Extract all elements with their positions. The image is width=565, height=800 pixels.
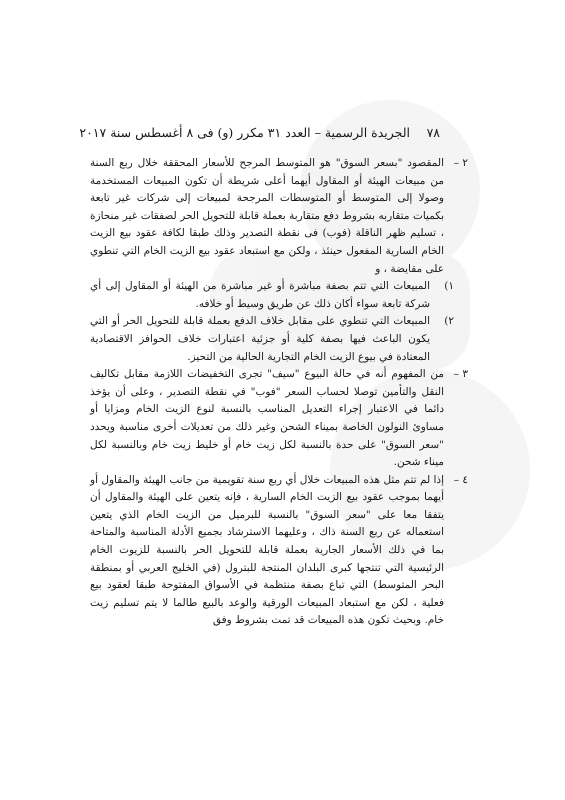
sub-paragraph: [90, 278, 468, 313]
paragraph-text: المقصود "بسعر السوق" هو المتوسط المرجح للأسعار المحققة خلال ربع السنة من مبيعات الهيئة أو المقاول أيهما أعلى شريطة أن تكون المبيعات المستخدمة وصولا إلى المتوسط أو المتوسطات المرجحة لمبيعات إلى شركات غير تابعة بكميات متقاربه بشروط دفع متقاربة بعملة قابلة للتحويل الحر لصفقات غير منحازة ، تسليم ظهر الناقلة (فوب) فى نقطة التصدير وذلك طبقا لكافة عقود بيع الزيت الخام السارية المفعول حينئذ ، ولكن مع استبعاد عقود بيع الزيت الخام التي تنطوي على مقايضة ، و: [90, 157, 444, 275]
paragraph: [90, 155, 468, 278]
page-number: ٧٨: [426, 125, 440, 140]
paragraph-number: ٢): [444, 315, 454, 328]
paragraph-text: المبيعات التي تتم بصفة مباشرة أو غير مباشرة من الهيئة أو المقاول إلى أي شركة تابعة سواء أكان ذلك عن طريق وسيط أو خلافه.: [90, 280, 430, 310]
paragraph: [90, 472, 468, 630]
paragraph-number: ٤ –: [453, 473, 468, 486]
paragraph-number: ٣ –: [453, 368, 468, 381]
article-body: [90, 155, 468, 630]
page-header: [79, 123, 440, 143]
paragraph-text: من المفهوم أنه في حالة البيوع "سيف" تجرى التخفيضات اللازمة مقابل تكاليف النقل والتأمين توصلا لحساب السعر "فوب" في نقطة التصدير ، وعلى أن يؤخذ دائما في الاعتبار إجراء التعديل المناسب بالنسبة لنوع الزيت الخام ومزايا أو مساوئ النولون الخاصة بميناء الشحن وغير ذلك من تعديلات أخرى مناسبة ويحدد "سعر السوق" على حدة بالنسبة لكل زيت خام أو خليط زيت خام وبالنسبة لكل ميناء شحن.: [90, 368, 444, 469]
page-title: الجريدة الرسمية – العدد ٣١ مكرر (و) فى ٨ أغسطس سنة ٢٠١٧: [79, 125, 410, 140]
paragraph-text: المبيعات التي تنطوي على مقابل خلاف الدفع بعملة قابلة للتحويل الحر أو التي يكون الباعث فيها بصفة كلية أو جزئية اعتبارات خلاف الحوافز الاقتصادية المعتادة في بيوع الزيت الخام التجارية الحالية من التحيز.: [90, 315, 430, 363]
sub-paragraph: [90, 313, 468, 366]
paragraph-number: ١): [444, 280, 454, 293]
paragraph: [90, 366, 468, 472]
paragraph-number: ٢ –: [453, 157, 468, 169]
paragraph-text: إذا لم تتم مثل هذه المبيعات خلال أي ربع سنة تقويمية من جانب الهيئة والمقاول أو أيهما بموجب عقود بيع الزيت الخام السارية ، فإنه يتعين على الهيئة والمقاول أن يتفقا معا على "سعر السوق" بالنسبة للبرميل من الزيت الخام الذي يتعين استعماله عن ربع السنة ذاك ، وعليهما الاسترشاد بجميع الأدلة المناسبة والمتاحة بما في ذلك الأسعار الجارية بعملة قابلة للتحويل الحر بالنسبة للزيوت الخام الرئيسية التي تنتجها كبرى البلدان المنتجة للبترول (في الخليج العربي أو بمنطقة البحر المتوسط) التي تباع بصفة منتظمة في الأسواق المفتوحة طبقا لعقود بيع فعلية ، لكن مع استبعاد المبيعات الورقية والوعد بالبيع طالما لا يتم تسليم زيت خام. وبحيث تكون هذه المبيعات قد تمت بشروط وفق: [90, 473, 444, 627]
